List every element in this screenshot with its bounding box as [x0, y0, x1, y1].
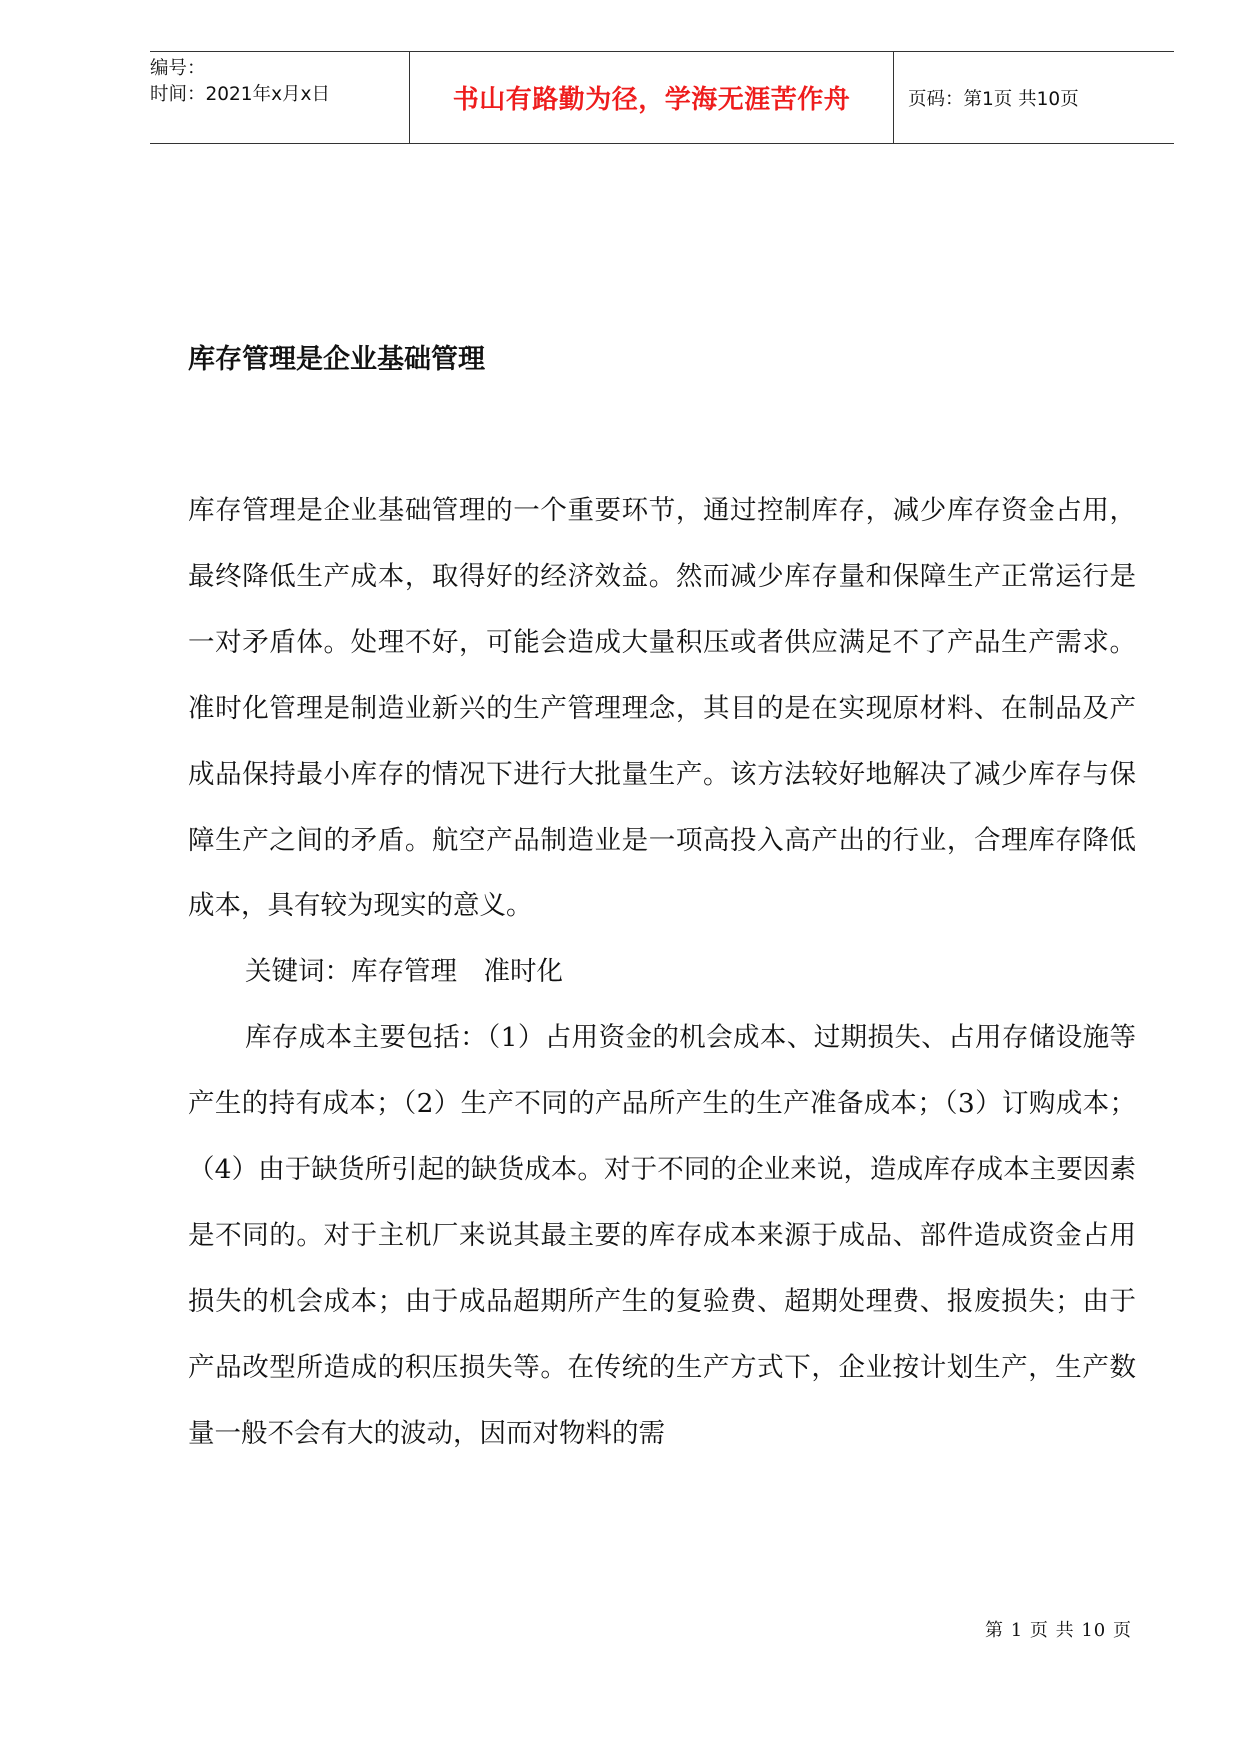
page-code: 页码：第1页 共10页	[908, 88, 1079, 110]
header-motto-cell	[410, 52, 894, 143]
page-footer: 第 1 页 共 10 页	[985, 1620, 1132, 1641]
header-info-cell	[150, 52, 410, 143]
paragraph-inventory-cost: 库存成本主要包括：（1）占用资金的机会成本、过期损失、占用存储设施等产生的持有成本；（2）生产不同的产品所产生的生产准备成本；（3）订购成本；（4）由于缺货所引起的缺货成本。对于不同的企业来说，造成库存成本主要因素是不同的。对于主机厂来说其最主要的库存成本来源于成品、部件造成资金占用损失的机会成本；由于成品超期所产生的复验费、超期处理费、报废损失；由于产品改型所造成的积压损失等。在传统的生产方式下，企业按计划生产，生产数量一般不会有大的波动，因而对物料的需	[188, 1022, 1136, 1449]
paragraph-keywords: 关键词：库存管理 准时化	[245, 956, 563, 988]
motto-text: 书山有路勤为径，学海无涯苦作舟	[452, 85, 851, 115]
header-page-cell	[894, 52, 1174, 143]
document-title: 库存管理是企业基础管理	[188, 344, 485, 375]
time-label: 时间：2021年x月x日	[150, 84, 330, 105]
document-body	[188, 478, 1136, 1467]
paragraph-abstract: 库存管理是企业基础管理的一个重要环节，通过控制库存，减少库存资金占用，最终降低生产成本，取得好的经济效益。然而减少库存量和保障生产正常运行是一对矛盾体。处理不好，可能会造成大量积压或者供应满足不了产品生产需求。准时化管理是制造业新兴的生产管理理念，其目的是在实现原材料、在制品及产成品保持最小库存的情况下进行大批量生产。该方法较好地解决了减少库存与保障生产之间的矛盾。航空产品制造业是一项高投入高产出的行业，合理库存降低成本，具有较为现实的意义。	[188, 495, 1136, 922]
number-label: 编号：	[150, 58, 206, 79]
page-header	[150, 51, 1174, 144]
